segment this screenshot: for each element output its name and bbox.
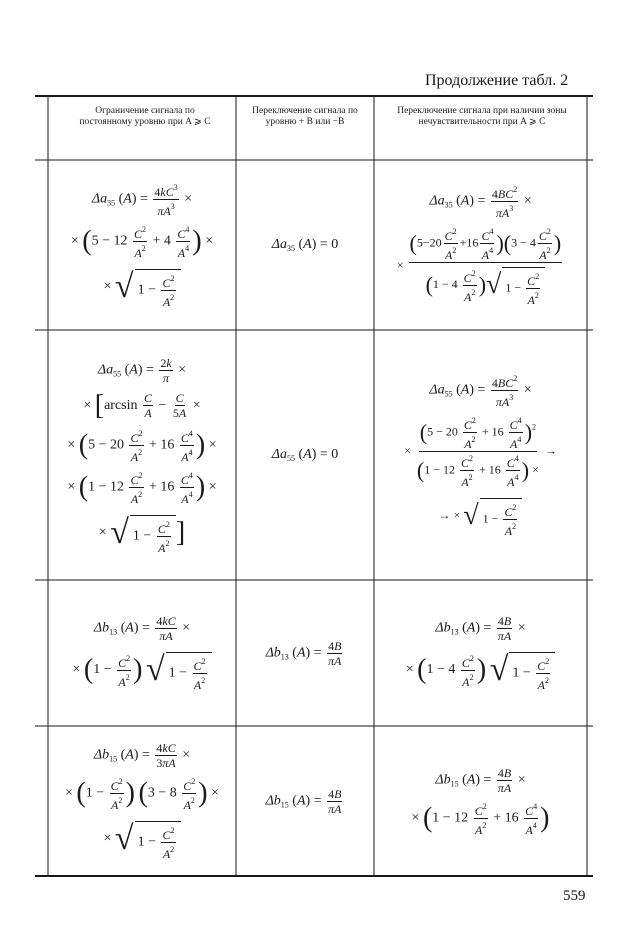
row3-col1-formula: $\Delta b_{13}$ (A) = $\frac{4kC}{\pi A}$ × × (1 − $\frac{C^2}{A^2}$ ) √ 1 − $\frac{C^2}{A^2}$ bbox=[48, 582, 236, 724]
header-col2 bbox=[240, 106, 370, 158]
page-number: 559 bbox=[563, 888, 586, 904]
row4-col3-formula: $\Delta b_{15}$ (A) = $\frac{4B}{\pi A}$ × × (1 − 12 $\frac{C^2}{A^2}$ + 16 $\frac{C^4}{A^4}$ ) bbox=[411, 765, 550, 837]
row2-col3-formula: $\Delta a_{55}$ (A) = $\frac{4BC^2}{\pi A^3}$ × × (5 − 20 $\frac{C^2}{A^2}$ + 16 $\frac{C^4}{A^4}$ )$^2$ (1 − 12 $\frac{C^2}{A^2}$ + 16 $\frac{C^4}{A^4}$ ) × → → × √ 1 − $\frac{C^2}{A^2}$ bbox=[404, 374, 557, 538]
table-caption: Продолжение табл. 2 bbox=[425, 72, 569, 89]
row4-col2-formula: $\Delta b_{15}$ (A) = $\frac{4B}{\pi A}$ bbox=[265, 786, 342, 816]
row4-col1-formula: $\Delta b_{15}$ (A) = $\frac{4kC}{3\pi A}$ × × (1 − $\frac{C^2}{A^2}$ ) (3 − 8 $\frac{C^2}{A^2}$ ) × × √ 1 − $\frac{C^2}{A^2}$ bbox=[65, 741, 219, 861]
header-col2-text: Переключение сигнала по уровню + B или −B bbox=[252, 106, 358, 127]
header-col1-text: Ограничение сигнала по постоянному уровню при A ⩾ C bbox=[79, 106, 211, 127]
row1-col3-formula: $\Delta a_{35}$ (A) = $\frac{4BC^2}{\pi A^3}$ × × (5−20 $\frac{C^2}{A^2}$ +16 $\frac{C^4}{A^4}$ )(3 − 4 $\frac{C^2}{A^2}$ ) (1 − 4 $\frac{C^2}{A^2}$ ) √ 1 − $\frac{C^2}{A^2}$ bbox=[396, 185, 562, 307]
header-col3 bbox=[380, 106, 584, 158]
row1-col1-formula: $\Delta a_{35}$ (A) = $\frac{4kC^3}{\pi A^3}$ × × (5 − 12 $\frac{C^2}{A^2}$ + 4 $\frac{C^4}{A^4}$ ) × × √ 1 − $\frac{C^2}{A^2}$ bbox=[70, 183, 214, 309]
header-col1 bbox=[62, 106, 228, 158]
row2-col1-formula: $\Delta a_{55}$ (A) = $\frac{2k}{\pi}$ × × [arcsin $\frac{C}{A}$ − $\frac{C}{5A}$ × × (5 − 20 $\frac{C^2}{A^2}$ + 16 $\frac{C^4}{A^4}$ ) × × (1 − 12 $\frac{C^2}{A^2}$ + 16 $\frac{C^4}{A^4}$ ) × × √ 1 − $\frac{C^2}{A^2}$ ] bbox=[67, 355, 217, 555]
row2-col2-formula: $\Delta a_{55}$ (A) = 0 bbox=[271, 447, 339, 463]
row3-col2-formula: $\Delta b_{13}$ (A) = $\frac{4B}{\pi A}$ bbox=[265, 638, 342, 668]
row3-col3-formula: $\Delta b_{13}$ (A) = $\frac{4B}{\pi A}$ × × (1 − 4 $\frac{C^2}{A^2}$ ) √ 1 − $\frac{C^2}{A^2}$ bbox=[374, 582, 587, 724]
row1-col2-formula: $\Delta a_{35}$ (A) = 0 bbox=[271, 237, 339, 253]
header-col3-text: Переключение сигнала при наличии зоны нечувствительности при A ⩾ C bbox=[397, 106, 567, 127]
